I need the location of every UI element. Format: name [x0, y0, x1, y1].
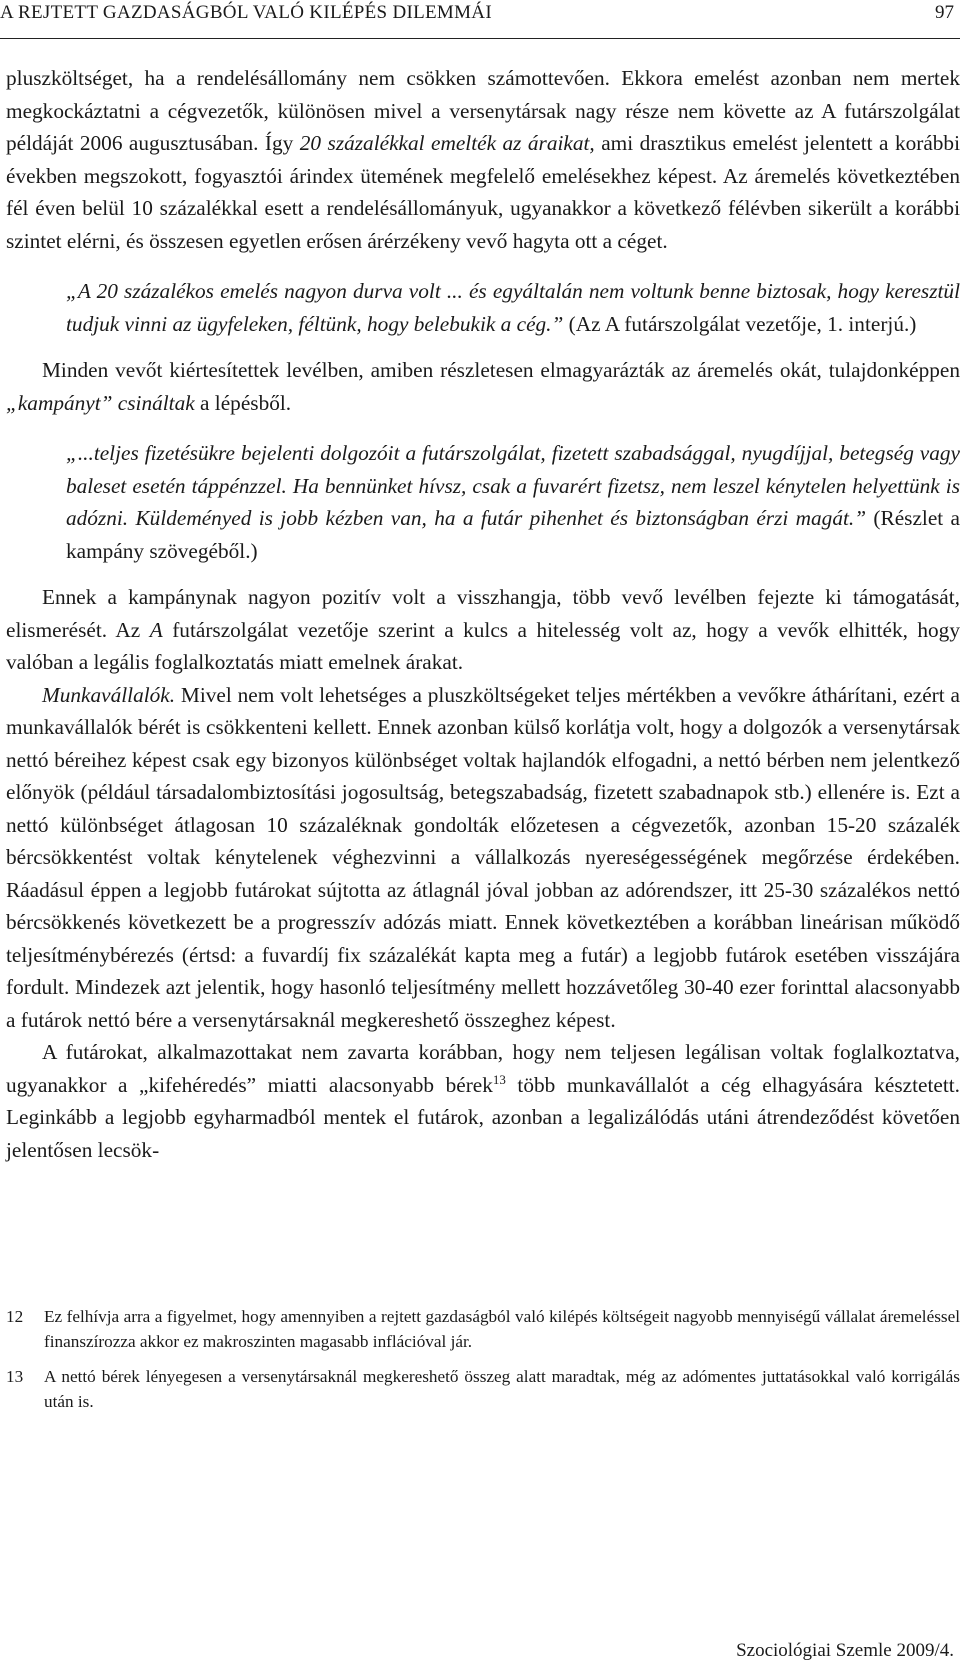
footnote-ref-13[interactable]: 13: [492, 1071, 506, 1087]
paragraph-4-heading: Munkavállalók.: [42, 682, 176, 707]
paragraph-3-text-a: Ennek a kampánynak nagyon pozitív volt a visszhangja, több vevő levélben fejezte ki támogatását, elismerését. Az: [6, 585, 960, 642]
footnote-12: [6, 1304, 960, 1354]
paragraph-3-text-b: futárszolgálat vezetője szerint a kulcs a hitelesség volt az, hogy a vevők elhitték, hogy valóban a legális foglalkoztatás miatt emelnek árakat.: [6, 617, 960, 674]
quote-2-source: (Részlet a kampány szövegéből.): [66, 506, 960, 563]
paragraph-5-text-b: több munkavállalót a cég elhagyására késztetett. Leginkább a legjobb egyharmadból mentek el futárok, azonban a legalizálódás utáni átrendeződést követően jelentősen lecsök-: [6, 1072, 960, 1162]
paragraph-1-text-a: pluszköltséget, ha a rendelésállomány nem csökken számottevően. Ekkora emelést azonban nem mertek megkockáztatni a cégvezetők, különösen mivel a versenytársak nagy része nem követte az A futárszolgálat példáját 2006 augusztusában. Így: [6, 66, 960, 155]
paragraph-2-text-b: a lépésből.: [194, 390, 292, 415]
quote-1-text: „A 20 százalékos emelés nagyon durva volt ... és egyáltalán nem voltunk benne biztosak, hogy keresztül tudjuk vinni az ügyfeleken, féltünk, hogy belebukik a cég.”: [66, 279, 960, 336]
quote-2: [66, 437, 960, 567]
paragraph-3: [6, 581, 960, 679]
footnote-number: 13: [6, 1367, 24, 1386]
paragraph-1-italic: 20 százalékkal emelték az áraikat,: [299, 131, 595, 155]
footnote-13: [6, 1364, 960, 1414]
quote-1: [66, 275, 960, 340]
page-number: 97: [935, 2, 954, 23]
paragraph-2-text-a: Minden vevőt kiértesítettek levélben, amiben részletesen elmagyarázták az áremelés okát, tulajdonképpen: [42, 358, 960, 382]
paragraph-2: [6, 354, 960, 419]
paragraph-5-text-a: A futárokat, alkalmazottakat nem zavarta korábban, hogy nem teljesen legálisan voltak foglalkoztatva, ugyanakkor a „kifehéredés” miatti alacsonyabb bérek: [6, 1040, 960, 1097]
footnote-text: A nettó bérek lényegesen a versenytársaknál megkereshető összeg alatt maradtak, még az adómentes juttatásokkal való korrigálás után is.: [44, 1367, 960, 1411]
paragraph-2-italic: „kampányt” csináltak: [6, 390, 195, 415]
footnote-number: 12: [6, 1307, 24, 1326]
footnotes: [6, 1304, 960, 1424]
journal-footer: Szociológiai Szemle 2009/4.: [736, 1640, 954, 1661]
paragraph-1-text-b: ami drasztikus emelést jelentett a korábbi években megszokott, fogyasztói árindex ütemének megfelelő emelésekhez képest. Az áremelés következtében fél éven belül 10 százalékkal esett a rendelésállományuk, ugyanakkor a következő félévben sikerült a korábbi szintet elérni, és összesen egyetlen erősen árérzékeny vevő hagyta ott a céget.: [6, 131, 960, 253]
paragraph-1: [6, 62, 960, 257]
paragraph-4-text: Mivel nem volt lehetséges a pluszköltségeket teljes mértékben a vevőkre áthárítani, ezért a munkavállalók bérét is csökkenteni kellett. Ennek azonban külső korlátja volt, hogy a dolgozók a versenytársak nettó béreihez képest csak egy bizonyos különbséget voltak hajlandók elfogadni, a nettó bérben nem jelentkező előnyök (például társadalombiztosítási jogosultság, betegszabadság, fizetett szabadnapok stb.) ellenére is. Ezt a nettó különbséget átlagosan 10 százaléknak gondolták előzetesen a cégvezetők, azonban 15-20 százalék bércsökkentést voltak kénytelenek véghezvinni a vállalkozás nyereségességének megőrzése érdekében. Ráadásul éppen a legjobb futárokat sújtotta az átlagnál jóval jobban az adórendszer, itt 25-30 százalékos nettó bércsökkenés következett be a progresszív adózás miatt. Ennek következtében a korábban lineárisan működő teljesítménybérezés (értsd: a fuvardíj fix százalékát kapta meg a futár) a legjobb futárok esetében visszájára fordult. Mindezek azt jelentik, hogy hasonló teljesítmény mellett hozzávetőleg 30-40 ezer forinttal alacsonyabb a futárok nettó bére a versenytársaknál megkereshető összeghez képest.: [6, 682, 960, 1032]
quote-1-source: (Az A futárszolgálat vezetője, 1. interjú.): [563, 311, 917, 336]
paragraph-4: [6, 679, 960, 1037]
page-header: [0, 0, 960, 39]
running-title: A REJTETT GAZDASÁGBÓL VALÓ KILÉPÉS DILEMMÁI: [0, 2, 492, 23]
paragraph-5: [6, 1036, 960, 1166]
main-text: [6, 62, 960, 1166]
paragraph-3-italic: A: [149, 617, 163, 642]
quote-2-text: „...teljes fizetésükre bejelenti dolgozóit a futárszolgálat, fizetett szabadsággal, nyugdíjjal, betegség vagy baleset esetén táppénzzel. Ha bennünket hívsz, csak a fuvarért fizetsz, nem leszel kénytelen helyettünk is adózni. Küldeményed is jobb kézben van, ha a futár pihenhet és biztonságban érzi magát.”: [66, 441, 960, 530]
footnote-text: Ez felhívja arra a figyelmet, hogy amennyiben a rejtett gazdaságból való kilépés költségeit nagyobb mennyiségű vállalat áremeléssel finanszírozza akkor ez makroszinten magasabb inflációval jár.: [44, 1307, 960, 1351]
